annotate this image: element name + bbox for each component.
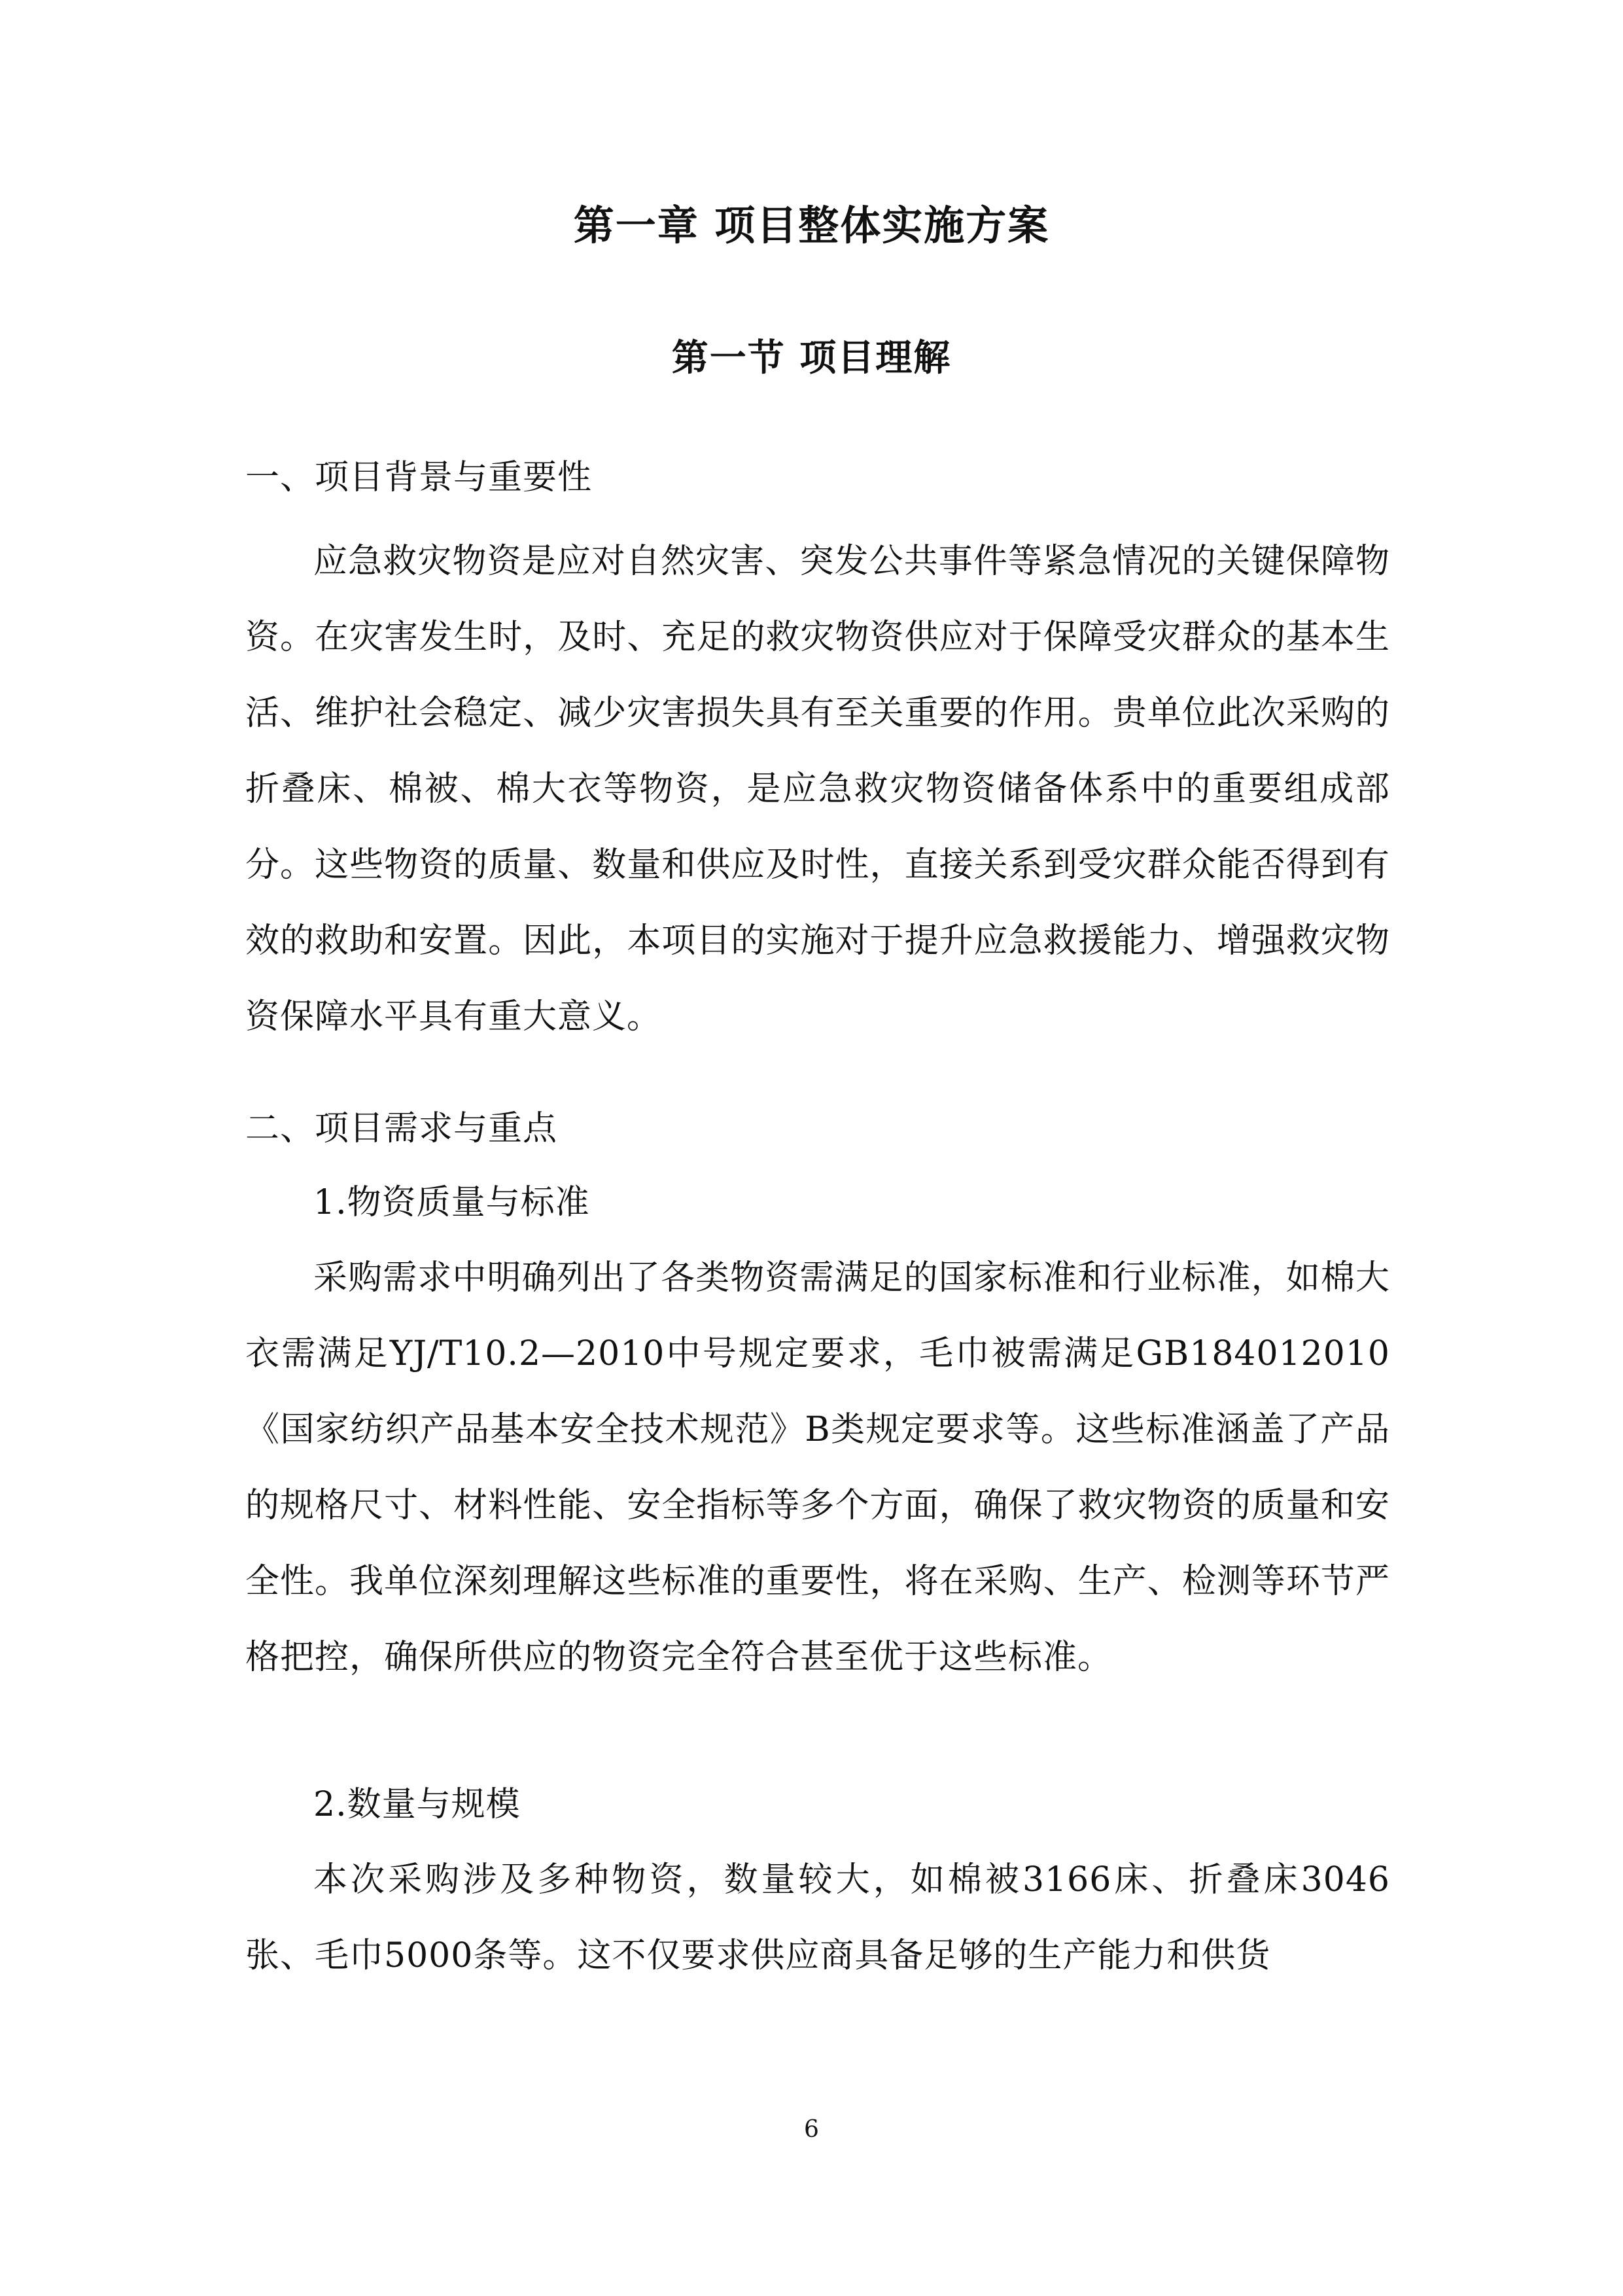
- item2-paragraph: 本次采购涉及多种物资，数量较大，如棉被3166床、折叠床3046张、毛巾5000条等。这不仅要求供应商具备足够的生产能力和供货: [245, 1860, 1390, 1975]
- item2-title: 2.数量与规模: [313, 1785, 521, 1824]
- page-number: 6: [804, 2116, 819, 2143]
- part1-paragraph: 应急救灾物资是应对自然灾害、突发公共事件等紧急情况的关键保障物资。在灾害发生时，及时、充足的救灾物资供应对于保障受灾群众的基本生活、维护社会稳定、减少灾害损失具有至关重要的作用。贵单位此次采购的折叠床、棉被、棉大衣等物资，是应急救灾物资储备体系中的重要组成部分。这些物资的质量、数量和供应及时性，直接关系到受灾群众能否得到有效的救助和安置。因此，本项目的实施对于提升应急救援能力、增强救灾物资保障水平具有重大意义。: [245, 542, 1390, 1036]
- part1-heading: 一、项目背景与重要性: [245, 458, 593, 497]
- item1-title: 1.物资质量与标准: [313, 1183, 590, 1222]
- part2-heading: 二、项目需求与重点: [245, 1109, 558, 1148]
- item1-paragraph: 采购需求中明确列出了各类物资需满足的国家标准和行业标准，如棉大衣需满足YJ/T10.2—2010中号规定要求，毛巾被需满足GB184012010《国家纺织产品基本安全技术规范》B类规定要求等。这些标准涵盖了产品的规格尺寸、材料性能、安全指标等多个方面，确保了救灾物资的质量和安全性。我单位深刻理解这些标准的重要性，将在采购、生产、检测等环节严格把控，确保所供应的物资完全符合甚至优于这些标准。: [245, 1258, 1390, 1677]
- section-title: 第一节 项目理解: [671, 337, 952, 380]
- chapter-title: 第一章 项目整体实施方案: [573, 202, 1050, 249]
